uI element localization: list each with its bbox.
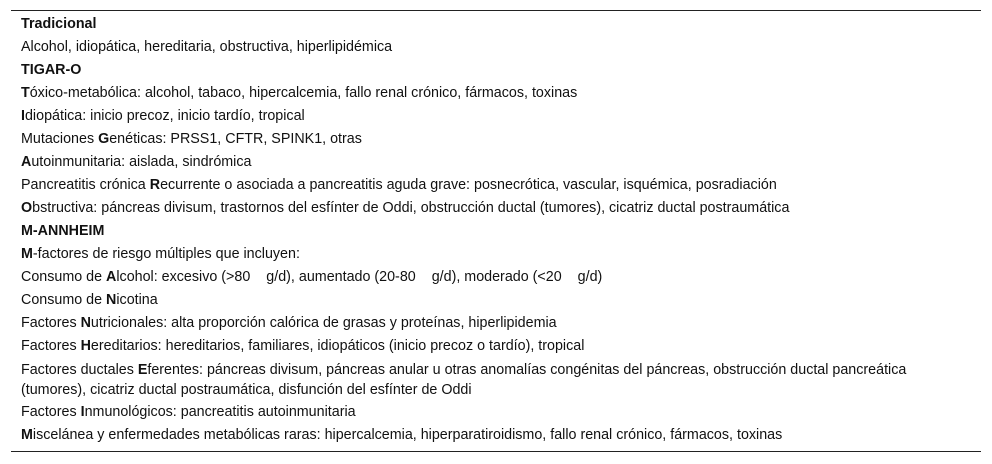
row-obstructiva: Obstructiva: páncreas divisum, trastornos del esfínter de Oddi, obstrucción ductal (tumores), cicatriz ductal postraumática — [21, 200, 790, 216]
row-alcohol: Consumo de Alcohol: excesivo (>80 g/d), aumentado (20-80 g/d), moderado (<20 g/d) — [21, 269, 603, 285]
row-hereditarios: Factores Hereditarios: hereditarios, familiares, idiopáticos (inicio precoz o tardío), tropical — [21, 338, 585, 354]
row-nicotina: Consumo de Nicotina — [21, 292, 158, 308]
row-autoinmunitaria: Autoinmunitaria: aislada, sindrómica — [21, 154, 252, 170]
row-idiopatica: Idiopática: inicio precoz, inicio tardío, tropical — [21, 108, 305, 124]
row-multiples: M-factores de riesgo múltiples que incluyen: — [21, 246, 300, 262]
row-tradicional-causes: Alcohol, idiopática, hereditaria, obstructiva, hiperlipidémica — [21, 39, 393, 55]
row-geneticas: Mutaciones Genéticas: PRSS1, CFTR, SPINK1, otras — [21, 131, 362, 147]
row-eferentes: Factores ductales Eferentes: páncreas divisum, páncreas anular u otras anomalías congénitas del páncreas, obstrucción ductal pancreática (tumores), cicatriz ductal postraumática, disfunción del esfínter de Oddi — [21, 362, 907, 398]
row-toxico-metabolica: Tóxico-metabólica: alcohol, tabaco, hipercalcemia, fallo renal crónico, fármacos, toxinas — [21, 85, 578, 101]
section-heading-m-annheim: M-ANNHEIM — [21, 223, 105, 239]
row-recurrente: Pancreatitis crónica Recurrente o asociada a pancreatitis aguda grave: posnecrótica, vascular, isquémica, posradiación — [21, 177, 777, 193]
row-miscelanea: Miscelánea y enfermedades metabólicas raras: hipercalcemia, hiperparatiroidismo, fallo renal crónico, fármacos, toxinas — [21, 427, 783, 443]
row-nutricionales: Factores Nutricionales: alta proporción calórica de grasas y proteínas, hiperlipidemia — [21, 315, 557, 331]
section-heading-tigar-o: TIGAR-O — [21, 62, 82, 78]
classification-table — [11, 10, 981, 452]
section-heading-tradicional: Tradicional — [21, 16, 97, 32]
row-inmunologicos: Factores Inmunológicos: pancreatitis autoinmunitaria — [21, 404, 356, 420]
